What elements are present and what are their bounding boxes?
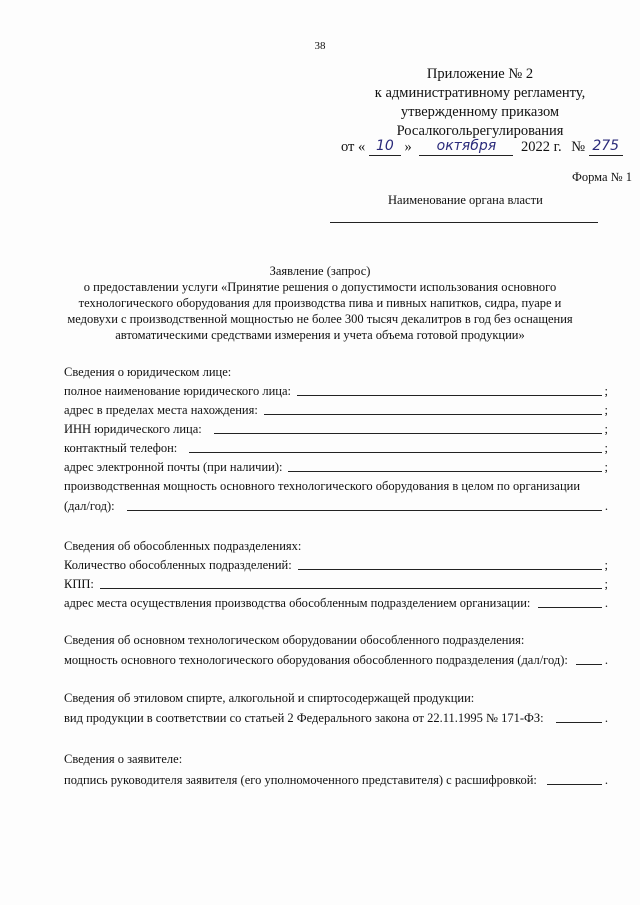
subdivisions-count-punct: ; bbox=[604, 558, 608, 572]
full-name-row bbox=[64, 383, 608, 399]
date-year: 2022 г. bbox=[521, 139, 562, 155]
date-mid: » bbox=[404, 139, 412, 155]
full-name-field[interactable] bbox=[297, 395, 602, 396]
inn-punct: ; bbox=[604, 422, 608, 436]
kpp-label: КПП: bbox=[64, 577, 94, 591]
kpp-punct: ; bbox=[604, 577, 608, 591]
product-type-label: вид продукции в соответствии со статьей 2 Федерального закона от 22.11.1995 № 171-ФЗ: bbox=[64, 711, 544, 725]
address-punct: ; bbox=[604, 403, 608, 417]
appendix-date-line bbox=[341, 137, 623, 159]
service-name-line-3: медовухи с производственной мощностью не более 300 тысяч декалитров в год без оснащения bbox=[67, 312, 573, 326]
application-heading: Заявление (запрос) bbox=[269, 264, 371, 278]
signature-label: подпись руководителя заявителя (его уполномоченного представителя) с расшифровкой: bbox=[64, 773, 537, 787]
equipment-capacity-field[interactable] bbox=[576, 664, 602, 665]
date-prefix: от « bbox=[341, 139, 366, 155]
inn-field[interactable] bbox=[214, 433, 602, 434]
inn-label: ИНН юридического лица: bbox=[64, 422, 202, 436]
subdivision-address-field[interactable] bbox=[538, 607, 602, 608]
equipment-capacity-label: мощность основного технологического оборудования обособленного подразделения (дал/год): bbox=[64, 653, 568, 667]
capacity-field[interactable] bbox=[127, 510, 602, 511]
signature-row bbox=[64, 772, 608, 788]
appendix-line-3: Росалкогольрегулирования bbox=[396, 123, 564, 139]
order-number-handwritten: 275 bbox=[589, 137, 623, 156]
inn-row bbox=[64, 421, 608, 437]
service-name-line-1: о предоставлении услуги «Принятие решения о допустимости использования основного bbox=[83, 280, 557, 294]
email-field[interactable] bbox=[288, 471, 601, 472]
capacity-punct: . bbox=[604, 499, 608, 513]
date-day-handwritten: 10 bbox=[369, 137, 401, 156]
appendix-title: Приложение № 2 bbox=[426, 66, 534, 82]
product-type-row bbox=[64, 710, 608, 726]
subdivisions-count-label: Количество обособленных подразделений: bbox=[64, 558, 292, 572]
service-name-line-4: автоматическими средствами измерения и учета объема готовой продукции» bbox=[115, 328, 525, 342]
email-row bbox=[64, 459, 608, 475]
products-section-title: Сведения об этиловом спирте, алкогольной и спиртосодержащей продукции: bbox=[64, 691, 475, 705]
phone-label: контактный телефон: bbox=[64, 441, 178, 455]
kpp-row bbox=[64, 576, 608, 592]
organ-name-field[interactable] bbox=[330, 222, 598, 223]
address-field[interactable] bbox=[264, 414, 602, 415]
subdivisions-count-field[interactable] bbox=[298, 569, 602, 570]
subdivision-address-punct: . bbox=[604, 596, 608, 610]
equipment-section-title: Сведения об основном технологическом оборудовании обособленного подразделения: bbox=[64, 633, 525, 647]
email-punct: ; bbox=[604, 460, 608, 474]
capacity-label: производственная мощность основного технологического оборудования в целом по организации bbox=[64, 479, 581, 493]
capacity-unit-label: (дал/год): bbox=[64, 499, 115, 513]
phone-field[interactable] bbox=[189, 452, 601, 453]
page-number: 38 bbox=[314, 40, 326, 52]
subdivision-address-row bbox=[64, 595, 608, 611]
phone-row bbox=[64, 440, 608, 456]
product-type-field[interactable] bbox=[556, 722, 602, 723]
subdivision-address-label: адрес места осуществления производства обособленным подразделением организации: bbox=[64, 596, 531, 610]
email-label: адрес электронной почты (при наличии): bbox=[64, 460, 283, 474]
phone-punct: ; bbox=[604, 441, 608, 455]
organ-label: Наименование органа власти bbox=[388, 193, 543, 207]
equipment-capacity-punct: . bbox=[604, 653, 608, 667]
date-month-handwritten: октября bbox=[419, 137, 513, 156]
product-type-punct: . bbox=[604, 711, 608, 725]
form-number: Форма № 1 bbox=[572, 170, 632, 184]
equipment-capacity-row bbox=[64, 652, 608, 668]
appendix-line-1: к административному регламенту, bbox=[374, 85, 586, 101]
service-name-line-2: технологического оборудования для производства пива и пивных напитков, сидра, пуаре и bbox=[78, 296, 562, 310]
full-name-punct: ; bbox=[604, 384, 608, 398]
subdivisions-count-row bbox=[64, 557, 608, 573]
capacity-row bbox=[64, 498, 608, 514]
applicant-section-title: Сведения о заявителе: bbox=[64, 752, 183, 766]
order-number-prefix: № bbox=[571, 139, 586, 155]
address-label: адрес в пределах места нахождения: bbox=[64, 403, 258, 417]
full-name-label: полное наименование юридического лица: bbox=[64, 384, 291, 398]
signature-field[interactable] bbox=[547, 784, 602, 785]
appendix-line-2: утвержденному приказом bbox=[400, 104, 560, 120]
signature-punct: . bbox=[604, 773, 608, 787]
legal-entity-section-title: Сведения о юридическом лице: bbox=[64, 365, 232, 379]
subdivisions-section-title: Сведения об обособленных подразделениях: bbox=[64, 539, 302, 553]
address-row bbox=[64, 402, 608, 418]
kpp-field[interactable] bbox=[100, 588, 602, 589]
